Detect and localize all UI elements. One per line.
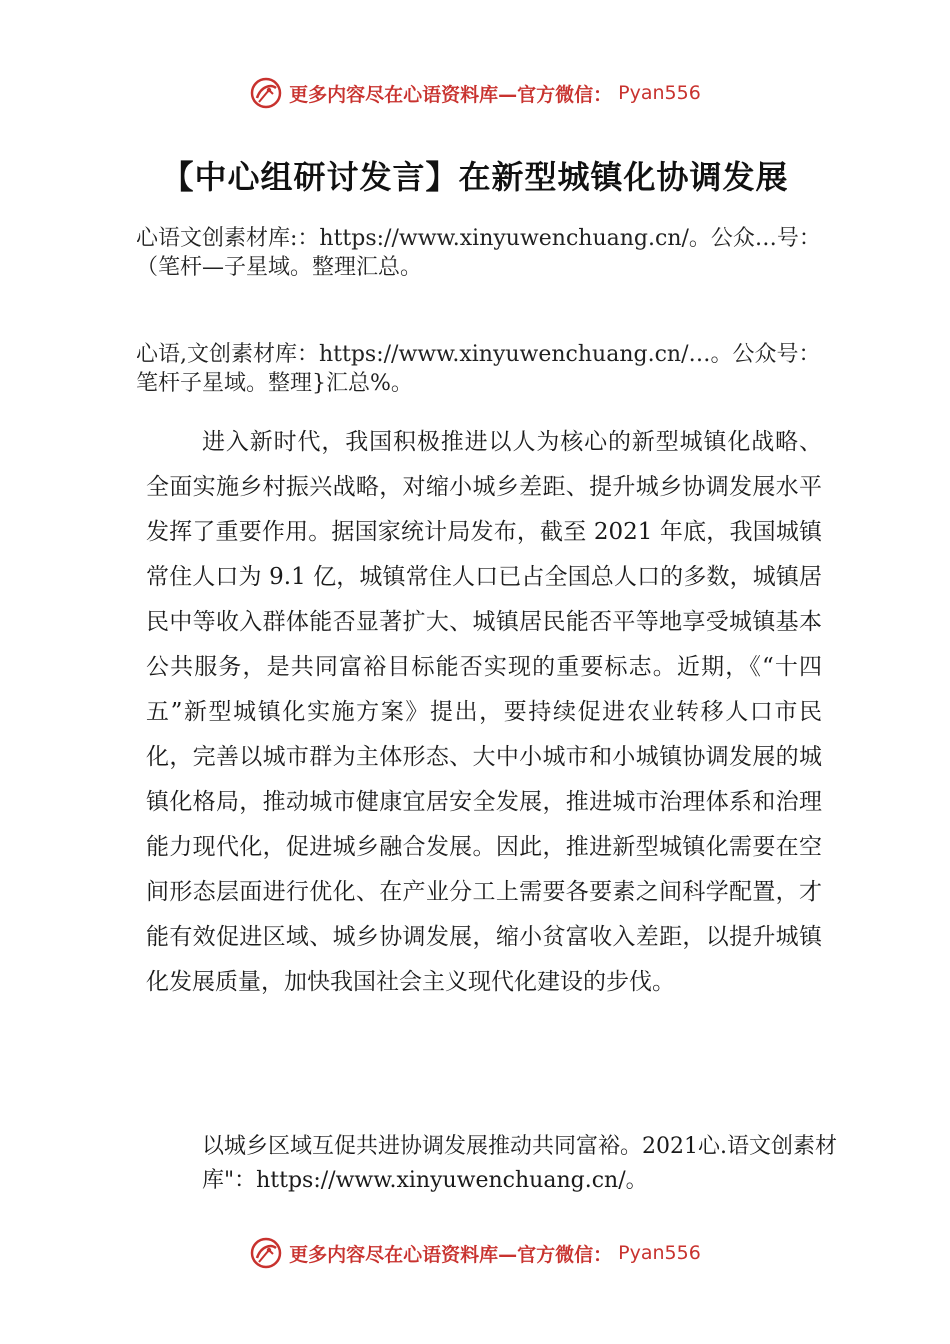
body-paragraph: 进入新时代，我国积极推进以人为核心的新型城镇化战略、全面实施乡村振兴战略，对缩小城乡差距、提升城乡协调发展水平发挥了重要作用。据国家统计局发布，截至 2021 年底，我国城镇常住人口为 9.1 亿，城镇常住人口已占全国总人口的多数，城镇居民中等收入群体能否显著扩大、城镇居民能否平等地享受城镇基本公共服务，是共同富裕目标能否实现的重要标志。近期，《“十四五”新型城镇化实施方案》提出，要持续促进农业转移人口市民化，完善以城市群为主体形态、大中小城市和小城镇协调发展的城镇化格局，推动城市健康宜居安全发展，推进城市治理体系和治理能力现代化，促进城乡融合发展。因此，推进新型城镇化需要在空间形态层面进行优化、在产业分工上需要各要素之间科学配置，才能有效促进区域、城乡协调发展，缩小贫富收入差距，以提升城镇化发展质量，加快我国社会主义现代化建设的步伐。 xyxy=(146,429,822,995)
banner-text: 更多内容尽在心语资料库—官方微信： xyxy=(289,83,613,106)
banner-wechat-id: Pyan556 xyxy=(618,82,701,104)
banner-wechat-id: Pyan556 xyxy=(618,1242,701,1264)
source-line-1: 心语文创素材库:：https://www.xinyuwenchuang.cn/。公众…号：（笔杆—子星域。整理汇总。 xyxy=(136,226,821,280)
source-line-2: 心语,文创素材库：https://www.xinyuwenchuang.cn/…。公众号：笔杆子星域。整理}汇总%。 xyxy=(136,342,821,396)
brand-logo-icon xyxy=(249,1236,283,1270)
footer-banner xyxy=(0,1230,950,1276)
header-banner xyxy=(0,70,950,116)
banner-text: 更多内容尽在心语资料库—官方微信： xyxy=(289,1243,613,1266)
brand-logo-icon xyxy=(249,76,283,110)
tail-paragraph: 以城乡区域互促共进协调发展推动共同富裕。2021心.语文创素材库"：https://www.xinyuwenchuang.cn/。 xyxy=(202,1134,837,1193)
page-title: 【中心组研讨发言】在新型城镇化协调发展 xyxy=(161,158,789,196)
